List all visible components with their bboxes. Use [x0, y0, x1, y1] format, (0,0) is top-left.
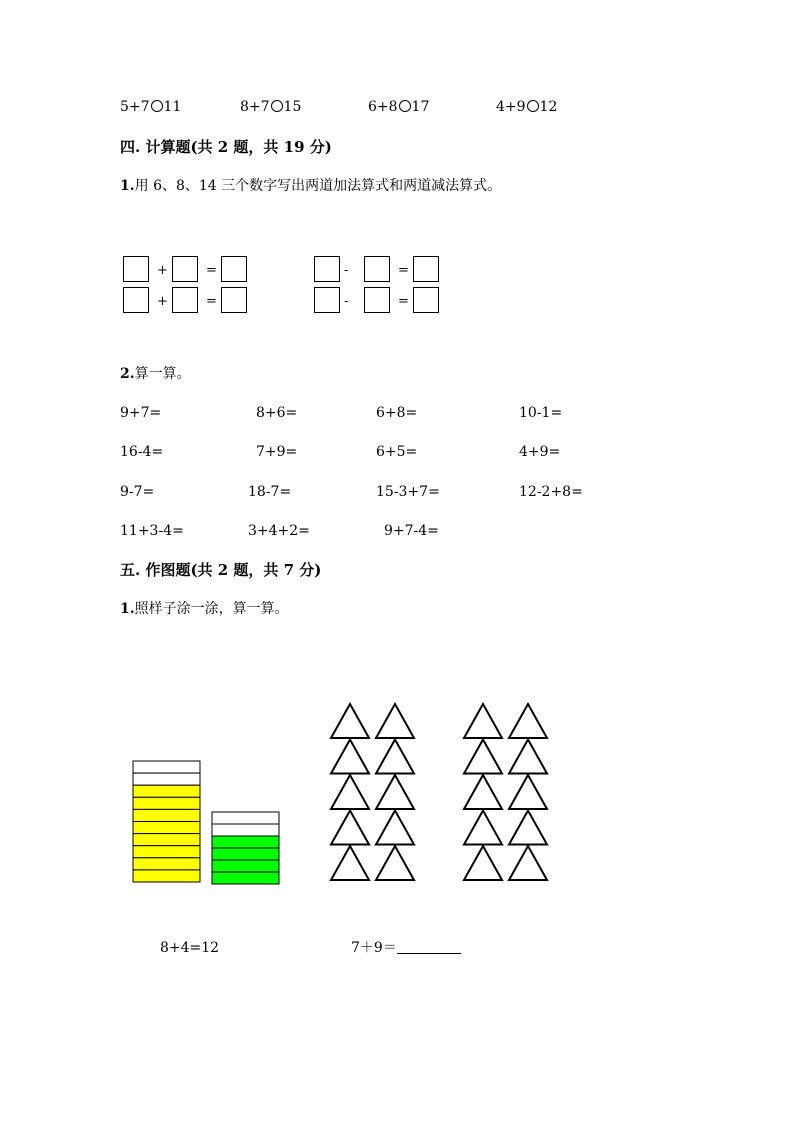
green-bar-cell — [212, 824, 279, 836]
calc-item: 11+3-4= — [120, 523, 184, 539]
task-equation: 7＋9＝ — [351, 939, 461, 957]
triangle-shape[interactable] — [509, 740, 547, 774]
minus-sign: - — [344, 294, 349, 309]
calc-item: 4+9= — [519, 444, 561, 460]
answer-blank[interactable] — [397, 941, 461, 954]
green-bar-cell — [212, 872, 279, 884]
calc-item: 10-1= — [519, 405, 563, 421]
compare-item-2: 8+7 15 — [240, 99, 302, 115]
plus-sign: + — [157, 263, 168, 278]
green-bar-cell — [212, 836, 279, 848]
green-bar-cell — [212, 848, 279, 860]
calc-item: 18-7= — [248, 484, 292, 500]
calc-item: 15-3+7= — [376, 484, 440, 500]
yellow-bar-cell — [133, 797, 200, 809]
triangle-shape[interactable] — [464, 740, 502, 774]
triangle-shape[interactable] — [509, 846, 547, 880]
calc-item: 9+7-4= — [384, 523, 439, 539]
yellow-bar-cell — [133, 773, 200, 785]
triangle-shape[interactable] — [331, 704, 369, 738]
calc-item: 16-4= — [120, 444, 164, 460]
yellow-bar-cell — [133, 870, 200, 882]
calc-item: 6+5= — [376, 444, 418, 460]
equals-sign: = — [206, 294, 217, 309]
triangle-shape[interactable] — [464, 811, 502, 845]
triangle-shape[interactable] — [509, 811, 547, 845]
calc-item: 9+7= — [120, 405, 162, 421]
yellow-bar-cell — [133, 761, 200, 773]
calc-item: 7+9= — [256, 444, 298, 460]
compare-item-4: 4+9 12 — [496, 99, 558, 115]
calc-item: 8+6= — [256, 405, 298, 421]
triangle-shape[interactable] — [376, 704, 414, 738]
triangle-shape[interactable] — [376, 811, 414, 845]
yellow-bar-cell — [133, 834, 200, 846]
equals-sign: = — [206, 263, 217, 278]
green-bar-cell — [212, 860, 279, 872]
section-4-title: 四. 计算题(共 2 题，共 19 分) — [120, 138, 332, 156]
triangle-shape[interactable] — [464, 775, 502, 809]
calc-item: 6+8= — [376, 405, 418, 421]
yellow-bar-cell — [133, 846, 200, 858]
question-4-1: 1.用 6、8、14 三个数字写出两道加法算式和两道减法算式。 — [120, 178, 502, 194]
triangle-shape[interactable] — [331, 740, 369, 774]
triangle-shape[interactable] — [509, 704, 547, 738]
compare-item-1: 5+7 11 — [120, 99, 182, 115]
minus-sign: - — [344, 263, 349, 278]
green-bar-cell — [212, 812, 279, 824]
equals-sign: = — [398, 294, 409, 309]
equals-sign: = — [398, 263, 409, 278]
example-equation: 8+4=12 — [160, 940, 220, 956]
yellow-bar-cell — [133, 785, 200, 797]
yellow-bar-cell — [133, 858, 200, 870]
triangle-shape[interactable] — [376, 740, 414, 774]
compare-item-3: 6+8 17 — [368, 99, 430, 115]
triangle-shape[interactable] — [376, 846, 414, 880]
triangle-shape[interactable] — [464, 846, 502, 880]
triangle-shape[interactable] — [331, 846, 369, 880]
calc-item: 3+4+2= — [248, 523, 310, 539]
triangle-shape[interactable] — [331, 811, 369, 845]
plus-sign: + — [157, 294, 168, 309]
question-4-2: 2.算一算。 — [120, 366, 191, 382]
yellow-bar-cell — [133, 822, 200, 834]
question-5-1: 1.照样子涂一涂，算一算。 — [120, 601, 289, 617]
triangle-shape[interactable] — [376, 775, 414, 809]
triangle-shape[interactable] — [509, 775, 547, 809]
triangle-shape[interactable] — [331, 775, 369, 809]
triangle-shape[interactable] — [464, 704, 502, 738]
calc-item: 12-2+8= — [519, 484, 583, 500]
calc-item: 9-7= — [120, 484, 155, 500]
section-5-title: 五. 作图题(共 2 题，共 7 分) — [120, 561, 322, 579]
yellow-bar-cell — [133, 809, 200, 821]
